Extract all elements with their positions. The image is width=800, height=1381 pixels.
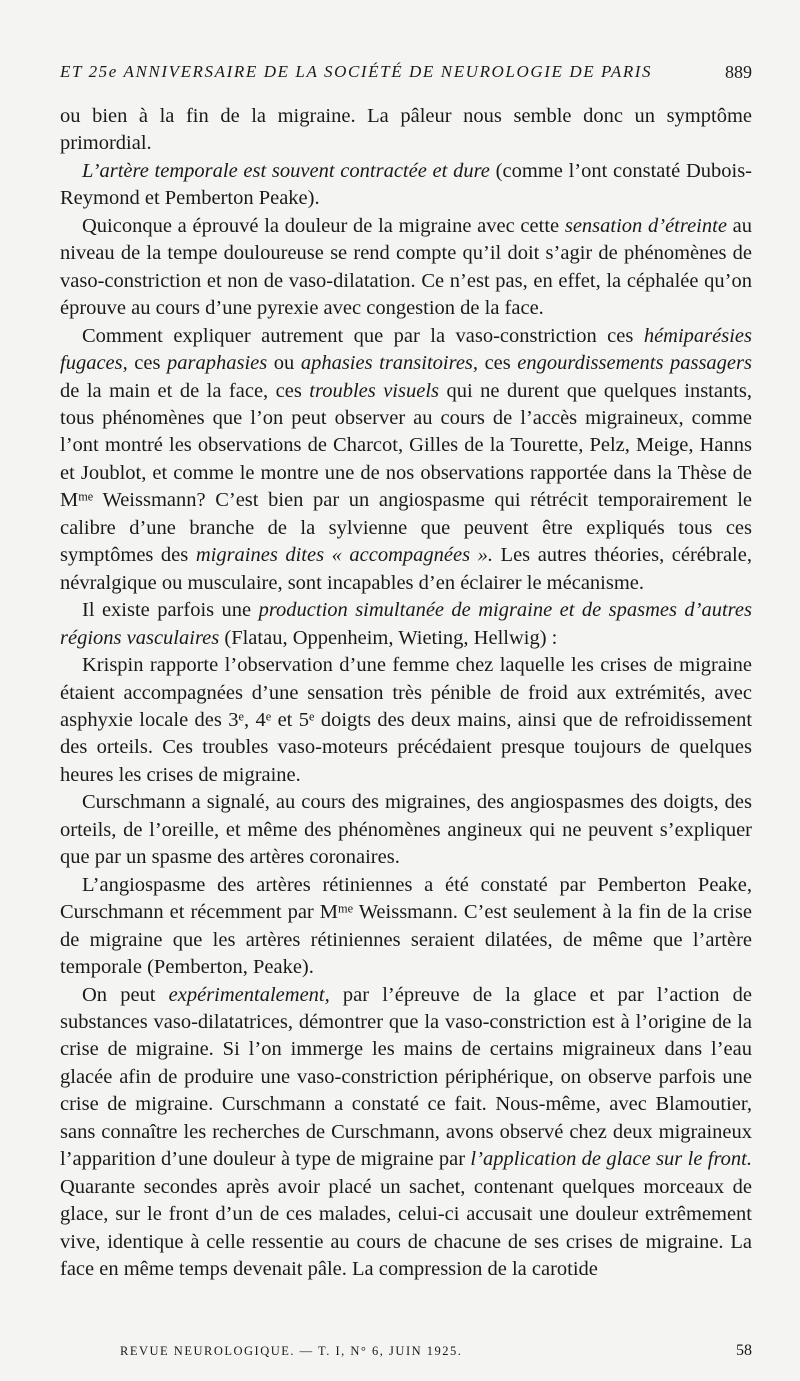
text-run: ces — [478, 352, 518, 375]
superscript: e — [265, 709, 272, 724]
superscript: me — [78, 489, 94, 504]
text-run: Comment expliquer autrement que par la vaso-constriction ces — [82, 324, 644, 347]
text-run: On peut — [82, 983, 169, 1006]
text-run: L’angiospasme des artères rétiniennes a été constaté par Pemberton Peake, Curschmann et récemment par M — [60, 873, 752, 924]
text-run: qui ne durent que quelques instants, tous phénomènes que l’on peut observer au cours de l’accès migraineux, comme l’ont montré les observations de Charcot, Gilles de la Tourette, Pelz, Meige, Hanns et Joublot, et comme le montre une de nos observations rapportée dans la Thèse de M — [60, 379, 753, 512]
page-footer — [120, 1342, 752, 1366]
text-run: par l’épreuve de la glace et par l’action de substances vaso-dilatatrices, démontrer que la vaso-constriction est à l’origine de la crise de migraine. Si l’on immerge les mains de certains migraineux dans l’eau glacée afin de produire une vaso-constriction périphérique, on observe parfois une crise de migraine. Curschmann a constaté ce fait. Nous-même, avec Blamoutier, sans connaître les recherches de Curschmann, avons observé chez deux migraineux l’apparition d’une douleur à type de migraine par — [60, 983, 752, 1171]
text-run: au niveau de la tempe douloureuse se rend compte qu’il doit s’agir de phénomènes de vaso-constriction et non de vaso-dilatation. Ce n’est pas, en effet, la céphalée qu’on éprouve au cours d’une pyrexie avec congestion de la face. — [60, 214, 752, 320]
italic-phrase: L’artère temporale est souvent contractée et dure — [82, 159, 490, 182]
running-title: ET 25e ANNIVERSAIRE DE LA SOCIÉTÉ DE NEUROLOGIE DE PARIS — [60, 62, 653, 81]
paragraph-9 — [60, 982, 752, 1284]
italic-phrase: hémiparésies fugaces, — [60, 324, 752, 375]
italic-phrase: paraphasies — [167, 352, 268, 375]
text-run: Les autres théories, cérébrale, névralgique ou musculaire, sont incapables d’en éclairer le mécanisme. — [60, 544, 752, 594]
text-run: doigts des deux mains, ainsi que de refroidissement des orteils. Ces troubles vaso-moteurs précédaient presque toujours de quelques heures les crises de migraine. — [60, 708, 753, 786]
text-run: , 4 — [243, 708, 266, 731]
page-number: 889 — [725, 62, 752, 82]
paragraph-5 — [60, 597, 752, 652]
italic-phrase: troubles visuels — [309, 379, 440, 402]
paragraph-8 — [60, 872, 752, 982]
text-run: Quarante secondes après avoir placé un sachet, contenant quelques morceaux de glace, sur le front d’un de ces malades, celui-ci accusait une douleur extrêmement vive, identique à celle ressentie au cours de chacune de ses crises de migraine. La face en même temps devenait pâle. La compression de la carotide — [60, 1175, 752, 1281]
italic-phrase: production simultanée de migraine et de spasmes d’autres régions vasculaires — [60, 599, 752, 649]
text-run: et 5 — [271, 708, 309, 731]
body-text — [60, 103, 752, 1283]
italic-phrase: migraines dites « accompagnées ». — [195, 544, 494, 567]
italic-phrase: expérimentalement, — [168, 983, 330, 1006]
superscript: e — [238, 709, 244, 724]
text-run: Weissmann? C’est bien par un angiospasme qui rétrécit temporairement le calibre d’une branche de la sylvienne que peuvent être expliqués tous ces symptômes des — [60, 489, 752, 567]
paragraph-6 — [60, 652, 752, 789]
paragraph-3 — [60, 213, 752, 323]
running-header — [60, 62, 752, 92]
text-run: ces — [127, 352, 168, 375]
text-run: de la main et de la face, ces — [60, 379, 310, 402]
text-run: Weissmann. C’est seulement à la fin de la crise de migraine que les artères rétiniennes seraient dilatées, de même que l’artère temporale (Pemberton, Peake). — [60, 901, 752, 979]
italic-phrase: sensation d’étreinte — [564, 214, 727, 237]
text-run: Quiconque a éprouvé la douleur de la migraine avec cette — [82, 214, 565, 237]
text-run: ou — [267, 352, 301, 375]
paragraph-4 — [60, 323, 752, 598]
text-run: Il existe parfois une — [82, 599, 259, 622]
italic-phrase: engourdissements passagers — [517, 352, 752, 375]
text-run: (Flatau, Oppenheim, Wieting, Hellwig) : — [219, 626, 558, 649]
text-run: Krispin rapporte l’observation d’une femme chez laquelle les crises de migraine étaient accompagnées d’une sensation très pénible de froid aux extrémités, avec asphyxie locale des 3 — [60, 654, 752, 731]
paragraph-7: Curschmann a signalé, au cours des migraines, des angiospasmes des doigts, des orteils, de l’oreille, et même des phénomènes angineux qui ne peuvent s’expliquer que par un spasme des artères coronaires. — [60, 791, 752, 869]
italic-phrase: aphasies transitoires, — [300, 352, 479, 375]
italic-phrase: l’application de glace sur le front. — [470, 1148, 752, 1171]
paragraph-2 — [60, 158, 752, 213]
text-run: (comme l’ont constaté Dubois-Reymond et Pemberton Peake). — [60, 159, 753, 210]
superscript: me — [338, 901, 354, 916]
journal-issue: REVUE NEUROLOGIQUE. — T. I, N° 6, JUIN 1925. — [120, 1344, 463, 1358]
paragraph-1: ou bien à la fin de la migraine. La pâleur nous semble donc un symptôme primordial. — [60, 105, 752, 155]
signature-mark: 58 — [736, 1342, 752, 1359]
superscript: e — [309, 709, 315, 724]
